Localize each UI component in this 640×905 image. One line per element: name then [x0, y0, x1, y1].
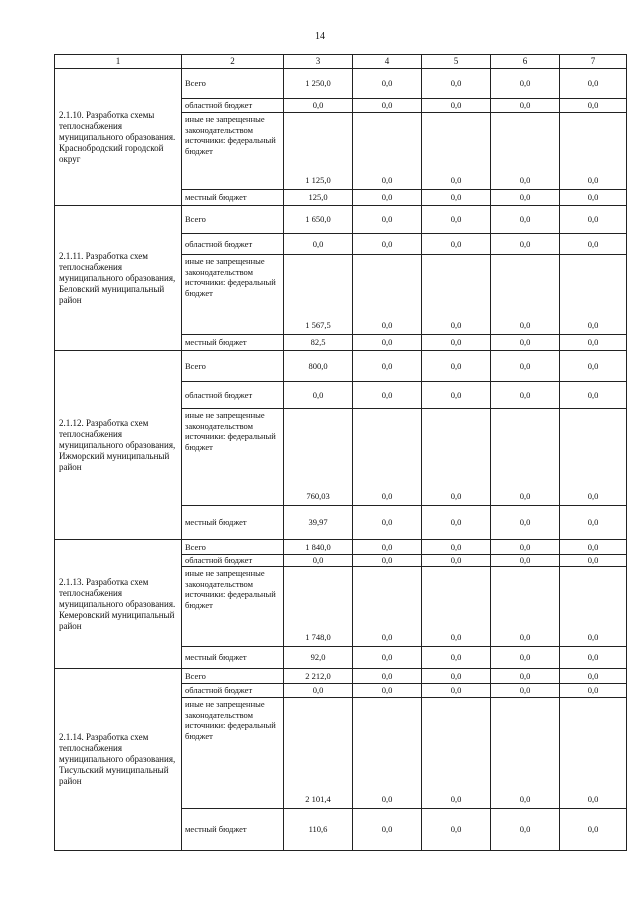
funding-source: местный бюджет	[182, 809, 284, 851]
amount-cell: 0,0	[422, 555, 491, 567]
amount-cell: 0,0	[491, 255, 560, 335]
amount-cell: 0,0	[491, 382, 560, 409]
amount-cell: 0,0	[353, 684, 422, 698]
amount-cell: 82,5	[284, 335, 353, 351]
amount-cell: 0,0	[284, 684, 353, 698]
amount-cell: 0,0	[422, 567, 491, 647]
amount-cell: 0,0	[284, 99, 353, 113]
amount-cell: 0,0	[560, 335, 627, 351]
amount-cell: 1 748,0	[284, 567, 353, 647]
amount-cell: 0,0	[353, 698, 422, 809]
amount-cell: 0,0	[353, 69, 422, 99]
amount-cell: 0,0	[491, 234, 560, 255]
amount-cell: 0,0	[491, 99, 560, 113]
amount-cell: 0,0	[422, 69, 491, 99]
amount-cell: 0,0	[491, 698, 560, 809]
amount-cell: 0,0	[560, 809, 627, 851]
amount-cell: 0,0	[353, 506, 422, 540]
amount-cell: 0,0	[422, 698, 491, 809]
amount-cell: 0,0	[422, 647, 491, 669]
funding-source: областной бюджет	[182, 684, 284, 698]
funding-source: иные не запрещенные законодательством источники: федеральный бюджет	[182, 113, 284, 190]
amount-cell: 0,0	[422, 255, 491, 335]
amount-cell: 0,0	[353, 647, 422, 669]
amount-cell: 0,0	[284, 382, 353, 409]
funding-source: Всего	[182, 69, 284, 99]
amount-cell: 0,0	[491, 335, 560, 351]
funding-source: Всего	[182, 669, 284, 684]
amount-cell: 0,0	[491, 647, 560, 669]
amount-cell: 0,0	[491, 809, 560, 851]
amount-cell: 0,0	[422, 335, 491, 351]
amount-cell: 1 125,0	[284, 113, 353, 190]
funding-source: областной бюджет	[182, 555, 284, 567]
column-header: 6	[491, 55, 560, 69]
amount-cell: 0,0	[491, 69, 560, 99]
page-number: 14	[315, 31, 325, 42]
table-row	[55, 669, 627, 684]
amount-cell: 0,0	[491, 351, 560, 382]
amount-cell: 0,0	[560, 698, 627, 809]
funding-source: иные не запрещенные законодательством источники: федеральный бюджет	[182, 409, 284, 506]
amount-cell: 0,0	[491, 555, 560, 567]
amount-cell: 0,0	[284, 555, 353, 567]
amount-cell: 0,0	[491, 190, 560, 206]
column-header: 7	[560, 55, 627, 69]
amount-cell: 0,0	[560, 190, 627, 206]
amount-cell: 39,97	[284, 506, 353, 540]
amount-cell: 0,0	[422, 809, 491, 851]
amount-cell: 92,0	[284, 647, 353, 669]
amount-cell: 0,0	[353, 255, 422, 335]
measure-name: 2.1.14. Разработка схем теплоснабжения муниципального образования, Тисульский муниципальный район	[55, 669, 182, 851]
amount-cell: 0,0	[353, 555, 422, 567]
table-row	[55, 206, 627, 234]
amount-cell: 0,0	[491, 540, 560, 555]
amount-cell: 0,0	[422, 669, 491, 684]
amount-cell: 2 212,0	[284, 669, 353, 684]
amount-cell: 1 650,0	[284, 206, 353, 234]
amount-cell: 0,0	[422, 540, 491, 555]
amount-cell: 0,0	[422, 190, 491, 206]
amount-cell: 0,0	[560, 255, 627, 335]
amount-cell: 0,0	[353, 99, 422, 113]
amount-cell: 0,0	[353, 409, 422, 506]
amount-cell: 0,0	[560, 506, 627, 540]
table-row	[55, 351, 627, 382]
amount-cell: 0,0	[560, 555, 627, 567]
column-header: 3	[284, 55, 353, 69]
amount-cell: 0,0	[422, 113, 491, 190]
funding-source: местный бюджет	[182, 190, 284, 206]
amount-cell: 0,0	[422, 234, 491, 255]
amount-cell: 1 567,5	[284, 255, 353, 335]
amount-cell: 125,0	[284, 190, 353, 206]
funding-source: Всего	[182, 351, 284, 382]
amount-cell: 0,0	[353, 540, 422, 555]
amount-cell: 1 250,0	[284, 69, 353, 99]
amount-cell: 0,0	[422, 99, 491, 113]
amount-cell: 0,0	[560, 647, 627, 669]
amount-cell: 0,0	[491, 506, 560, 540]
amount-cell: 0,0	[491, 206, 560, 234]
funding-table	[54, 54, 627, 851]
funding-source: областной бюджет	[182, 234, 284, 255]
amount-cell: 0,0	[560, 206, 627, 234]
funding-source: местный бюджет	[182, 506, 284, 540]
amount-cell: 0,0	[491, 684, 560, 698]
amount-cell: 0,0	[353, 351, 422, 382]
column-header: 4	[353, 55, 422, 69]
measure-name: 2.1.12. Разработка схем теплоснабжения муниципального образования, Ижморский муниципальный район	[55, 351, 182, 540]
amount-cell: 0,0	[560, 351, 627, 382]
amount-cell: 760,03	[284, 409, 353, 506]
amount-cell: 0,0	[353, 190, 422, 206]
amount-cell: 0,0	[560, 567, 627, 647]
amount-cell: 0,0	[560, 69, 627, 99]
funding-source: иные не запрещенные законодательством источники: федеральный бюджет	[182, 698, 284, 809]
amount-cell: 0,0	[422, 382, 491, 409]
amount-cell: 0,0	[560, 540, 627, 555]
amount-cell: 0,0	[422, 506, 491, 540]
amount-cell: 0,0	[353, 335, 422, 351]
amount-cell: 110,6	[284, 809, 353, 851]
amount-cell: 0,0	[422, 206, 491, 234]
amount-cell: 0,0	[353, 113, 422, 190]
amount-cell: 0,0	[491, 113, 560, 190]
amount-cell: 0,0	[560, 382, 627, 409]
amount-cell: 800,0	[284, 351, 353, 382]
amount-cell: 2 101,4	[284, 698, 353, 809]
funding-source: областной бюджет	[182, 382, 284, 409]
amount-cell: 0,0	[353, 567, 422, 647]
measure-name: 2.1.10. Разработка схемы теплоснабжения муниципального образования. Краснобродский городской округ	[55, 69, 182, 206]
amount-cell: 0,0	[353, 669, 422, 684]
amount-cell: 0,0	[353, 382, 422, 409]
amount-cell: 0,0	[491, 567, 560, 647]
funding-source: местный бюджет	[182, 647, 284, 669]
amount-cell: 0,0	[491, 669, 560, 684]
column-header: 1	[55, 55, 182, 69]
column-header: 5	[422, 55, 491, 69]
amount-cell: 0,0	[560, 684, 627, 698]
funding-source: местный бюджет	[182, 335, 284, 351]
amount-cell: 0,0	[560, 669, 627, 684]
funding-table-body	[55, 55, 627, 851]
measure-name: 2.1.13. Разработка схем теплоснабжения муниципального образования. Кемеровский муниципальный район	[55, 540, 182, 669]
amount-cell: 0,0	[560, 113, 627, 190]
table-row	[55, 540, 627, 555]
amount-cell: 0,0	[353, 809, 422, 851]
amount-cell: 1 840,0	[284, 540, 353, 555]
amount-cell: 0,0	[353, 234, 422, 255]
amount-cell: 0,0	[422, 409, 491, 506]
table-row	[55, 69, 627, 99]
amount-cell: 0,0	[560, 409, 627, 506]
amount-cell: 0,0	[422, 684, 491, 698]
column-header: 2	[182, 55, 284, 69]
funding-source: областной бюджет	[182, 99, 284, 113]
funding-source: Всего	[182, 206, 284, 234]
amount-cell: 0,0	[284, 234, 353, 255]
amount-cell: 0,0	[353, 206, 422, 234]
amount-cell: 0,0	[491, 409, 560, 506]
measure-name: 2.1.11. Разработка схем теплоснабжения муниципального образования, Беловский муниципальный район	[55, 206, 182, 351]
funding-source: иные не запрещенные законодательством источники: федеральный бюджет	[182, 255, 284, 335]
column-header-row	[55, 55, 627, 69]
funding-source: Всего	[182, 540, 284, 555]
amount-cell: 0,0	[560, 234, 627, 255]
amount-cell: 0,0	[560, 99, 627, 113]
funding-source: иные не запрещенные законодательством источники: федеральный бюджет	[182, 567, 284, 647]
amount-cell: 0,0	[422, 351, 491, 382]
